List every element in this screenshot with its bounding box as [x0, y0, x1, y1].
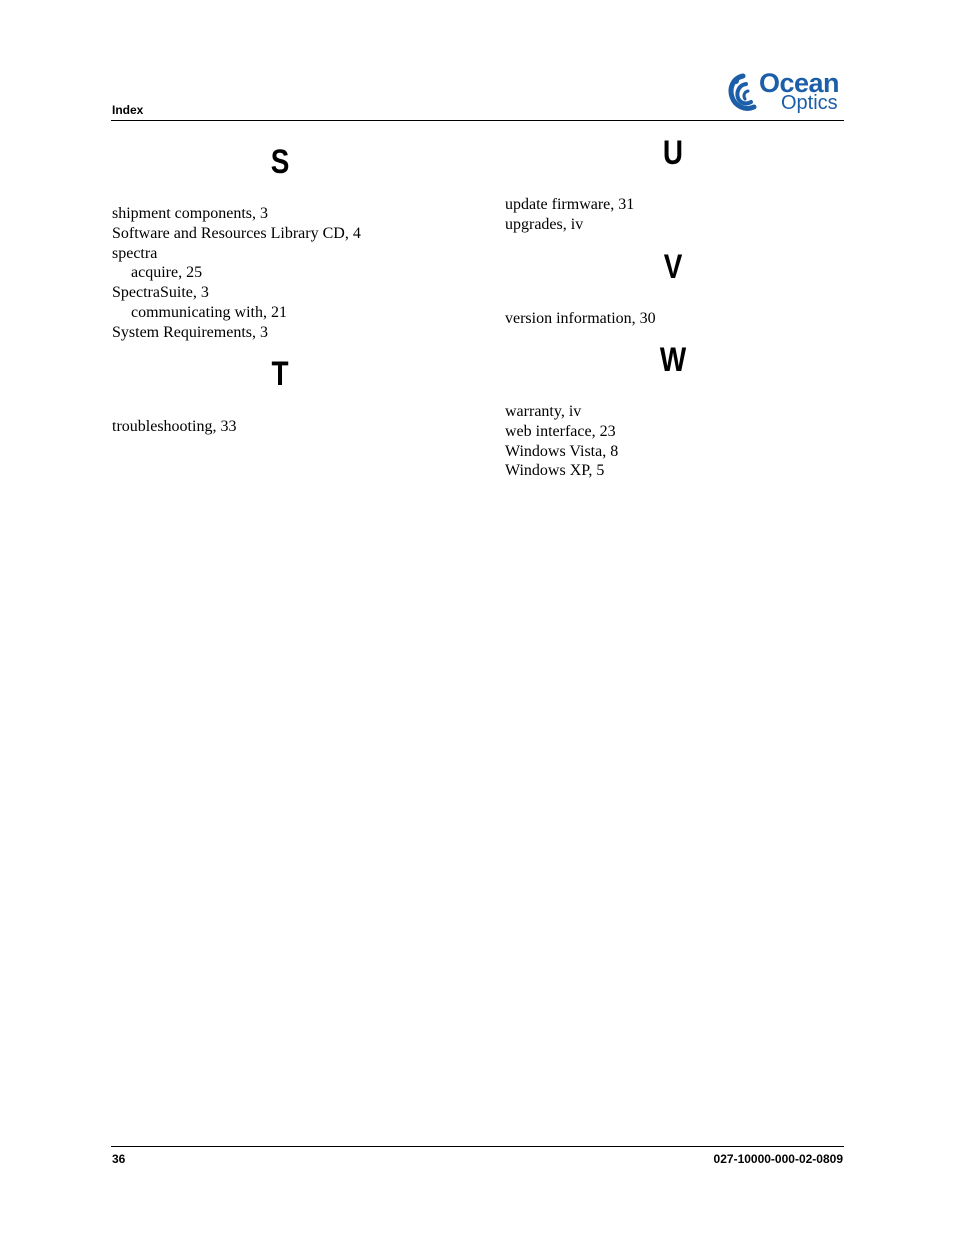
index-entry: version information, 30: [505, 310, 656, 327]
index-group-s: [112, 204, 361, 343]
logo-word-optics: Optics: [781, 92, 838, 114]
index-group-t: [112, 417, 236, 437]
page-number: 36: [112, 1152, 126, 1166]
index-entry: Software and Resources Library CD, 4: [112, 224, 361, 242]
index-group-u: [505, 195, 634, 235]
index-entry: troubleshooting, 33: [112, 418, 237, 435]
document-number: 027-10000-000-02-0809: [713, 1152, 843, 1166]
header-rule: [111, 120, 844, 121]
index-entry: Windows Vista, 8: [505, 442, 619, 460]
index-entry: spectra: [112, 244, 158, 262]
index-entry: update firmware, 31: [505, 196, 635, 213]
index-letter-v: V: [663, 248, 683, 286]
logo-word-ocean: Ocean: [759, 68, 840, 98]
index-entry: shipment components, 3: [112, 205, 268, 222]
index-letter-w: W: [659, 341, 687, 379]
index-subentry: communicating with, 21: [131, 303, 287, 321]
index-letter-t: T: [271, 355, 289, 393]
index-entry: System Requirements, 3: [112, 323, 268, 341]
index-entry: warranty, iv: [505, 403, 582, 420]
index-subentry: acquire, 25: [131, 264, 203, 282]
index-entry: upgrades, iv: [505, 215, 584, 233]
index-letter-u: U: [662, 134, 684, 172]
footer-rule: [111, 1146, 844, 1147]
index-letter-s: S: [270, 143, 290, 181]
index-entry: Windows XP, 5: [505, 462, 605, 480]
index-group-v: [505, 309, 656, 329]
index-group-w: [505, 402, 618, 481]
index-entry: SpectraSuite, 3: [112, 284, 209, 302]
index-entry: web interface, 23: [505, 422, 616, 440]
header-section-label: Index: [112, 103, 144, 117]
